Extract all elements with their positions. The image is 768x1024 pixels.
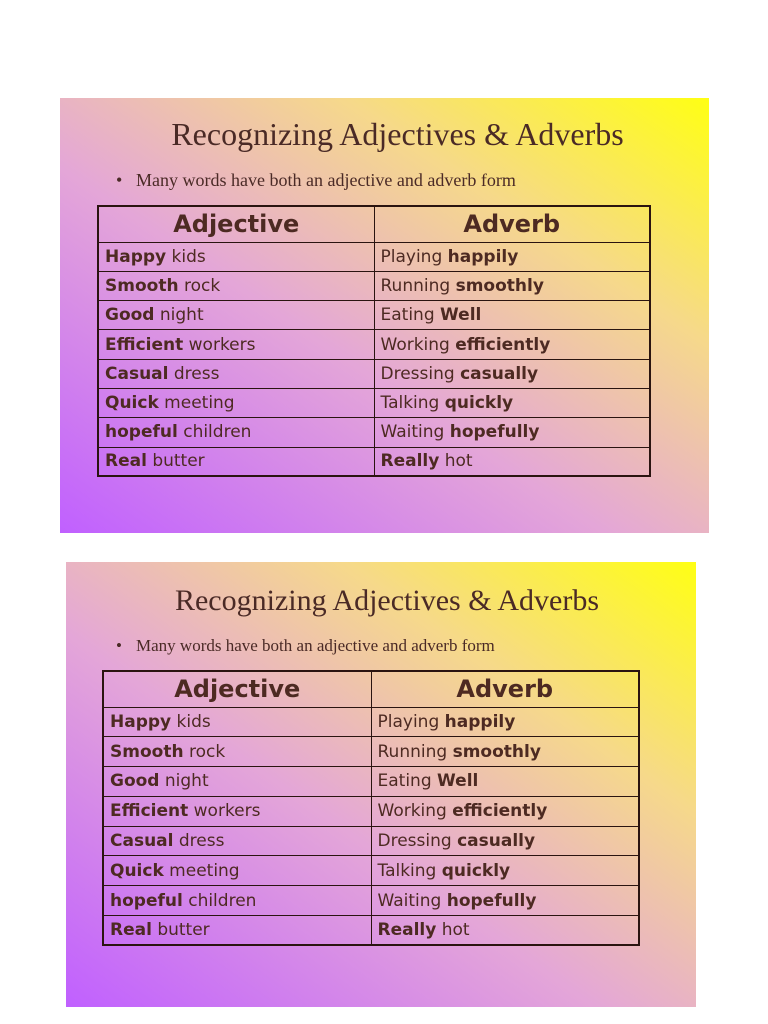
adjective-modified: hot [436, 920, 470, 941]
adjective-word: Quick [110, 860, 164, 881]
verb-word: Waiting [377, 890, 447, 911]
adjective-word: Smooth [105, 275, 179, 296]
header-adverb: Adverb [371, 671, 639, 707]
adjective-word: Happy [105, 246, 167, 267]
table-row [103, 737, 639, 767]
adjective-cell [98, 359, 374, 388]
adjective-word: Real [110, 920, 152, 941]
adverb-cell [371, 767, 639, 797]
adjective-cell [98, 388, 374, 417]
adjective-adverb-table [102, 670, 640, 946]
table-row [103, 856, 639, 886]
slide-2 [66, 562, 696, 1007]
adverb-cell [371, 916, 639, 946]
adjective-word: hopeful [105, 422, 178, 443]
adjective-cell [103, 796, 371, 826]
verb-word: Waiting [380, 422, 450, 443]
table-row [103, 767, 639, 797]
adverb-word: efficiently [455, 334, 551, 355]
adverb-cell [371, 737, 639, 767]
verb-word: Dressing [377, 831, 458, 852]
adverb-cell [371, 856, 639, 886]
adjective-cell [103, 707, 371, 737]
adjective-word: Happy [110, 711, 172, 732]
table-row [98, 242, 650, 271]
bullet-line [116, 636, 495, 656]
verb-word: Running [380, 275, 456, 296]
adjective-noun: night [159, 771, 209, 792]
adverb-word: Really [380, 451, 440, 472]
adjective-noun: rock [183, 741, 226, 762]
adverb-cell [374, 447, 650, 476]
header-adjective: Adjective [103, 671, 371, 707]
table-row [103, 826, 639, 856]
adverb-word: quickly [441, 860, 511, 881]
adverb-cell [374, 301, 650, 330]
adjective-cell [103, 826, 371, 856]
verb-word: Talking [380, 393, 445, 414]
adjective-cell [98, 447, 374, 476]
adjective-word: Good [105, 305, 155, 326]
adjective-cell [98, 330, 374, 359]
table-body [103, 707, 639, 945]
adjective-noun: meeting [163, 860, 240, 881]
adjective-noun: dress [168, 363, 220, 384]
adjective-cell [98, 242, 374, 271]
table-header-row [103, 671, 639, 707]
adjective-noun: night [154, 305, 204, 326]
adjective-word: Quick [105, 393, 159, 414]
bullet-text: Many words have both an adjective and adverb form [136, 636, 495, 655]
adverb-cell [374, 418, 650, 447]
adjective-noun: children [182, 890, 257, 911]
adverb-word: casually [460, 363, 539, 384]
bullet-text: Many words have both an adjective and adverb form [136, 170, 516, 190]
adjective-cell [103, 767, 371, 797]
adverb-word: Well [440, 305, 482, 326]
verb-word: Eating [380, 305, 441, 326]
adverb-word: smoothly [452, 741, 541, 762]
table-row [98, 388, 650, 417]
bullet-icon: • [116, 636, 122, 655]
adverb-cell [374, 271, 650, 300]
header-adverb: Adverb [374, 206, 650, 242]
adverb-word: casually [457, 831, 536, 852]
adverb-word: smoothly [455, 275, 544, 296]
adjective-word: Efficient [110, 801, 189, 822]
bullet-icon: • [116, 170, 123, 190]
verb-word: Running [377, 741, 453, 762]
table-row [98, 271, 650, 300]
adverb-word: efficiently [452, 801, 548, 822]
verb-word: Working [380, 334, 456, 355]
adjective-word: Casual [105, 363, 169, 384]
verb-word: Eating [377, 771, 438, 792]
adjective-noun: children [177, 422, 252, 443]
adverb-word: happily [447, 246, 519, 267]
adjective-cell [98, 418, 374, 447]
adverb-word: Really [377, 920, 437, 941]
table-row [103, 796, 639, 826]
adjective-cell [103, 916, 371, 946]
table-row [103, 916, 639, 946]
table-row [103, 886, 639, 916]
adverb-cell [371, 707, 639, 737]
table-row [98, 418, 650, 447]
adjective-word: hopeful [110, 890, 183, 911]
table-row [98, 301, 650, 330]
adjective-cell [103, 886, 371, 916]
adjective-word: Real [105, 451, 147, 472]
adverb-word: hopefully [446, 890, 537, 911]
adverb-word: Well [437, 771, 479, 792]
adjective-noun: workers [183, 334, 256, 355]
slide-title: Recognizing Adjectives & Adverbs [174, 584, 600, 617]
table-row [98, 359, 650, 388]
verb-word: Playing [380, 246, 448, 267]
adjective-modified: hot [439, 451, 473, 472]
adjective-word: Casual [110, 831, 174, 852]
adjective-noun: rock [178, 275, 221, 296]
adverb-word: happily [444, 711, 516, 732]
table-row [98, 447, 650, 476]
table-header-row [98, 206, 650, 242]
verb-word: Talking [377, 860, 442, 881]
slide-title: Recognizing Adjectives & Adverbs [171, 116, 624, 152]
verb-word: Playing [377, 711, 445, 732]
adjective-noun: kids [166, 246, 206, 267]
adverb-word: quickly [444, 393, 514, 414]
adjective-cell [98, 301, 374, 330]
table-row [103, 707, 639, 737]
adjective-noun: butter [151, 920, 210, 941]
adverb-cell [371, 826, 639, 856]
adverb-cell [371, 886, 639, 916]
adjective-cell [103, 737, 371, 767]
adverb-cell [374, 242, 650, 271]
table-body [98, 242, 650, 476]
adjective-noun: kids [171, 711, 211, 732]
adjective-word: Smooth [110, 741, 184, 762]
adjective-noun: meeting [158, 393, 235, 414]
slide-1 [60, 98, 709, 533]
adjective-word: Good [110, 771, 160, 792]
verb-word: Working [377, 801, 453, 822]
adverb-cell [374, 388, 650, 417]
adverb-cell [374, 330, 650, 359]
adjective-noun: butter [146, 451, 205, 472]
header-adjective: Adjective [98, 206, 374, 242]
table-row [98, 330, 650, 359]
adjective-noun: dress [173, 831, 225, 852]
adjective-word: Efficient [105, 334, 184, 355]
adjective-noun: workers [188, 801, 261, 822]
adjective-cell [103, 856, 371, 886]
adverb-cell [374, 359, 650, 388]
bullet-line [116, 170, 516, 191]
adjective-adverb-table [97, 205, 651, 477]
adjective-cell [98, 271, 374, 300]
adverb-cell [371, 796, 639, 826]
adverb-word: hopefully [449, 422, 540, 443]
verb-word: Dressing [380, 363, 461, 384]
